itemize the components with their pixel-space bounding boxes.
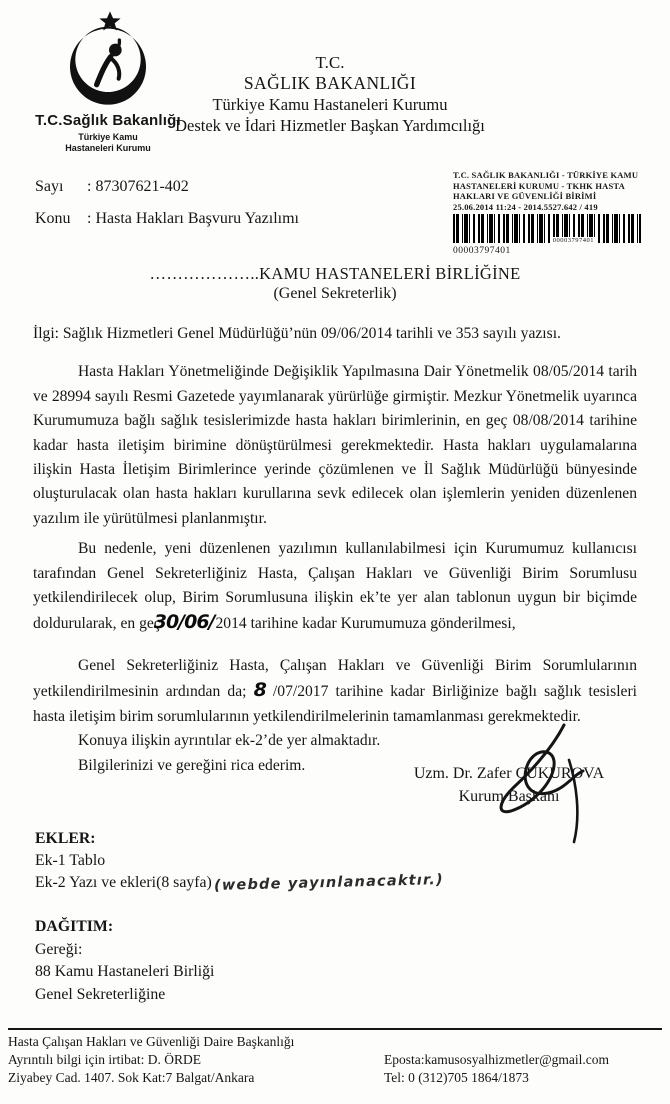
attachment-2 — [35, 872, 444, 894]
stamp-line4: 25.06.2014 11:24 - 2014.5527.642 / 419 — [453, 201, 598, 212]
footer-address: Ziyabey Cad. 1407. Sok Kat:7 Balgat/Ankara — [8, 1070, 255, 1085]
stamp-line2: HASTANELERİ KURUMU - TKHK HASTA — [453, 180, 625, 191]
reference-line: İlgi: Sağlık Hizmetleri Genel Müdürlüğü’nün 09/06/2014 tarihli ve 353 sayılı yazısı. — [33, 325, 561, 342]
attachments-block — [35, 828, 444, 894]
handwritten-date-30-06: 30/06/ — [153, 611, 215, 634]
handwritten-day-8: 8 — [253, 679, 266, 702]
letterhead-institution: Türkiye Kamu Hastaneleri Kurumu — [212, 95, 448, 114]
distribution-block — [35, 916, 214, 1006]
barcode-bars — [453, 214, 641, 243]
stamp-line1: T.C. SAĞLIK BAKANLIĞI - TÜRKİYE KAMU — [453, 170, 639, 180]
letter-body — [33, 322, 637, 778]
distribution-line2: 88 Kamu Hastaneleri Birliği — [35, 963, 215, 980]
konu-label: Konu — [35, 210, 71, 227]
ministry-crescent-star-logo — [58, 10, 158, 110]
paragraph-2-text-after: 2014 tarihine kadar Kurumumuza gönderilmesi, — [215, 615, 516, 633]
distribution-header: DAĞITIM: — [35, 918, 114, 935]
paragraph-3-text: Genel Sekreterliğiniz Hasta, Çalışan Hakları ve Güvenliği Birim Sorumlularının yetkilendirilmesinin ardından da; — [33, 656, 637, 701]
footer-department: Hasta Çalışan Hakları ve Güvenliği Daire Başkanlığı — [8, 1034, 295, 1049]
sayi-value: : 87307621-402 — [87, 178, 189, 195]
barcode — [453, 214, 641, 243]
addressee-line: ………………..KAMU HASTANELERİ BİRLİĞİNE — [149, 264, 521, 283]
paragraph-2-text: Bu nedenle, yeni düzenlenen yazılımın kullanılabilmesi için Kurumumuz kullanıcısı tarafından Genel Sekreterliğiniz Hasta, Çalışan Hakları ve Güvenliği Birim Sorumlusu yetkilendirilecek olup, Birim Sorumlusuna ilişkin ek’te yer alan tablonun uygun bir biçimde doldurularak, en geç — [33, 540, 637, 633]
konu-value: : Hasta Hakları Başvuru Yazılımı — [87, 210, 299, 227]
paragraph-3-text-after: /07/2017 tarihine kadar Birliğinize bağlı sağlık tesisleri hasta iletişim birim sorumlularının yetkilendirilmelerinin tamamlanması gerekmektedir. — [33, 683, 637, 725]
footer-contact: Ayrıntılı bilgi için irtibat: D. ÖRDE — [8, 1052, 201, 1067]
closing-line: Bilgilerinizi ve gereğini rica ederim. — [78, 756, 306, 774]
letterhead-ministry: SAĞLIK BAKANLIĞI — [243, 73, 417, 93]
konu-line — [35, 210, 299, 228]
distribution-line1: Gereği: — [35, 940, 83, 958]
stamp-line3: HAKLARI VE GÜVENLİĞİ BİRİMİ — [453, 191, 597, 201]
letterhead-tc: T.C. — [315, 53, 345, 72]
signature-block — [400, 762, 618, 808]
logo-title: T.C.Sağlık Bakanlığı — [35, 112, 181, 129]
logo-subtitle-line2: Hastaneleri Kurumu — [65, 143, 151, 153]
barcode-inline-number: 00003797401 — [552, 237, 594, 244]
footer-email: Eposta:kamusosyalhizmetler@gmail.com — [384, 1052, 610, 1067]
footer — [8, 1028, 662, 1087]
paragraph-1: Hasta Hakları Yönetmeliğinde Değişiklik Yapılmasına Dair Yönetmelik 08/05/2014 tarih ve 28994 sayılı Resmi Gazetede yayımlanarak yürürlüğe girmiştir. Mezkur Yönetmelik uyarınca Kurumumuza bağlı sağlık tesislerimizde hasta hakları birimlerinin, en geç 08/08/2014 tarihine kadar hasta iletişim birimine dönüştürülmesi gerekmektedir. Hasta hakları uygulamalarına ilişkin Hasta İletişim Birimlerince yerinde çözümlenen ve İl Sağlık Müdürlüğü bünyesinde oluşturulacak olan hasta hakları kurullarına sevk edilecek olan işlemlerin yeniden düzenlenen yazılım ile yürütülmesi planlanmıştır. — [33, 363, 637, 527]
attachment-1: Ek-1 Tablo — [35, 852, 106, 869]
attachments-header: EKLER: — [35, 830, 96, 847]
sayi-label: Sayı — [35, 178, 64, 195]
paragraph-4: Konuya ilişkin ayrıntılar ek-2’de yer almaktadır. — [78, 732, 381, 750]
barcode-number: 00003797401 — [453, 246, 511, 256]
paragraph-2 — [33, 537, 637, 637]
registry-stamp — [453, 170, 653, 256]
addressee-subline: (Genel Sekreterlik) — [273, 285, 397, 302]
footer-phone: Tel: 0 (312)705 1864/1873 — [384, 1070, 529, 1085]
handwritten-web-note: (webde yayınlanacaktır.) — [213, 871, 444, 895]
footer-right — [384, 1033, 662, 1087]
addressee-block — [0, 264, 670, 304]
letterhead-department: Destek ve İdari Hizmetler Başkan Yardımcılığı — [175, 116, 485, 135]
signer-name: Uzm. Dr. Zafer ÇUKUROVA — [413, 765, 605, 782]
letterhead — [150, 52, 510, 136]
footer-left — [8, 1033, 384, 1087]
signer-title: Kurum Başkanı — [458, 788, 560, 805]
attachment-2-text: Ek-2 Yazı ve ekleri(8 sayfa) — [35, 874, 212, 891]
logo-subtitle-line1: Türkiye Kamu — [78, 132, 138, 142]
distribution-line3: Genel Sekreterliğine — [35, 985, 166, 1003]
sayi-line — [35, 178, 189, 196]
paragraph-3 — [33, 654, 637, 729]
